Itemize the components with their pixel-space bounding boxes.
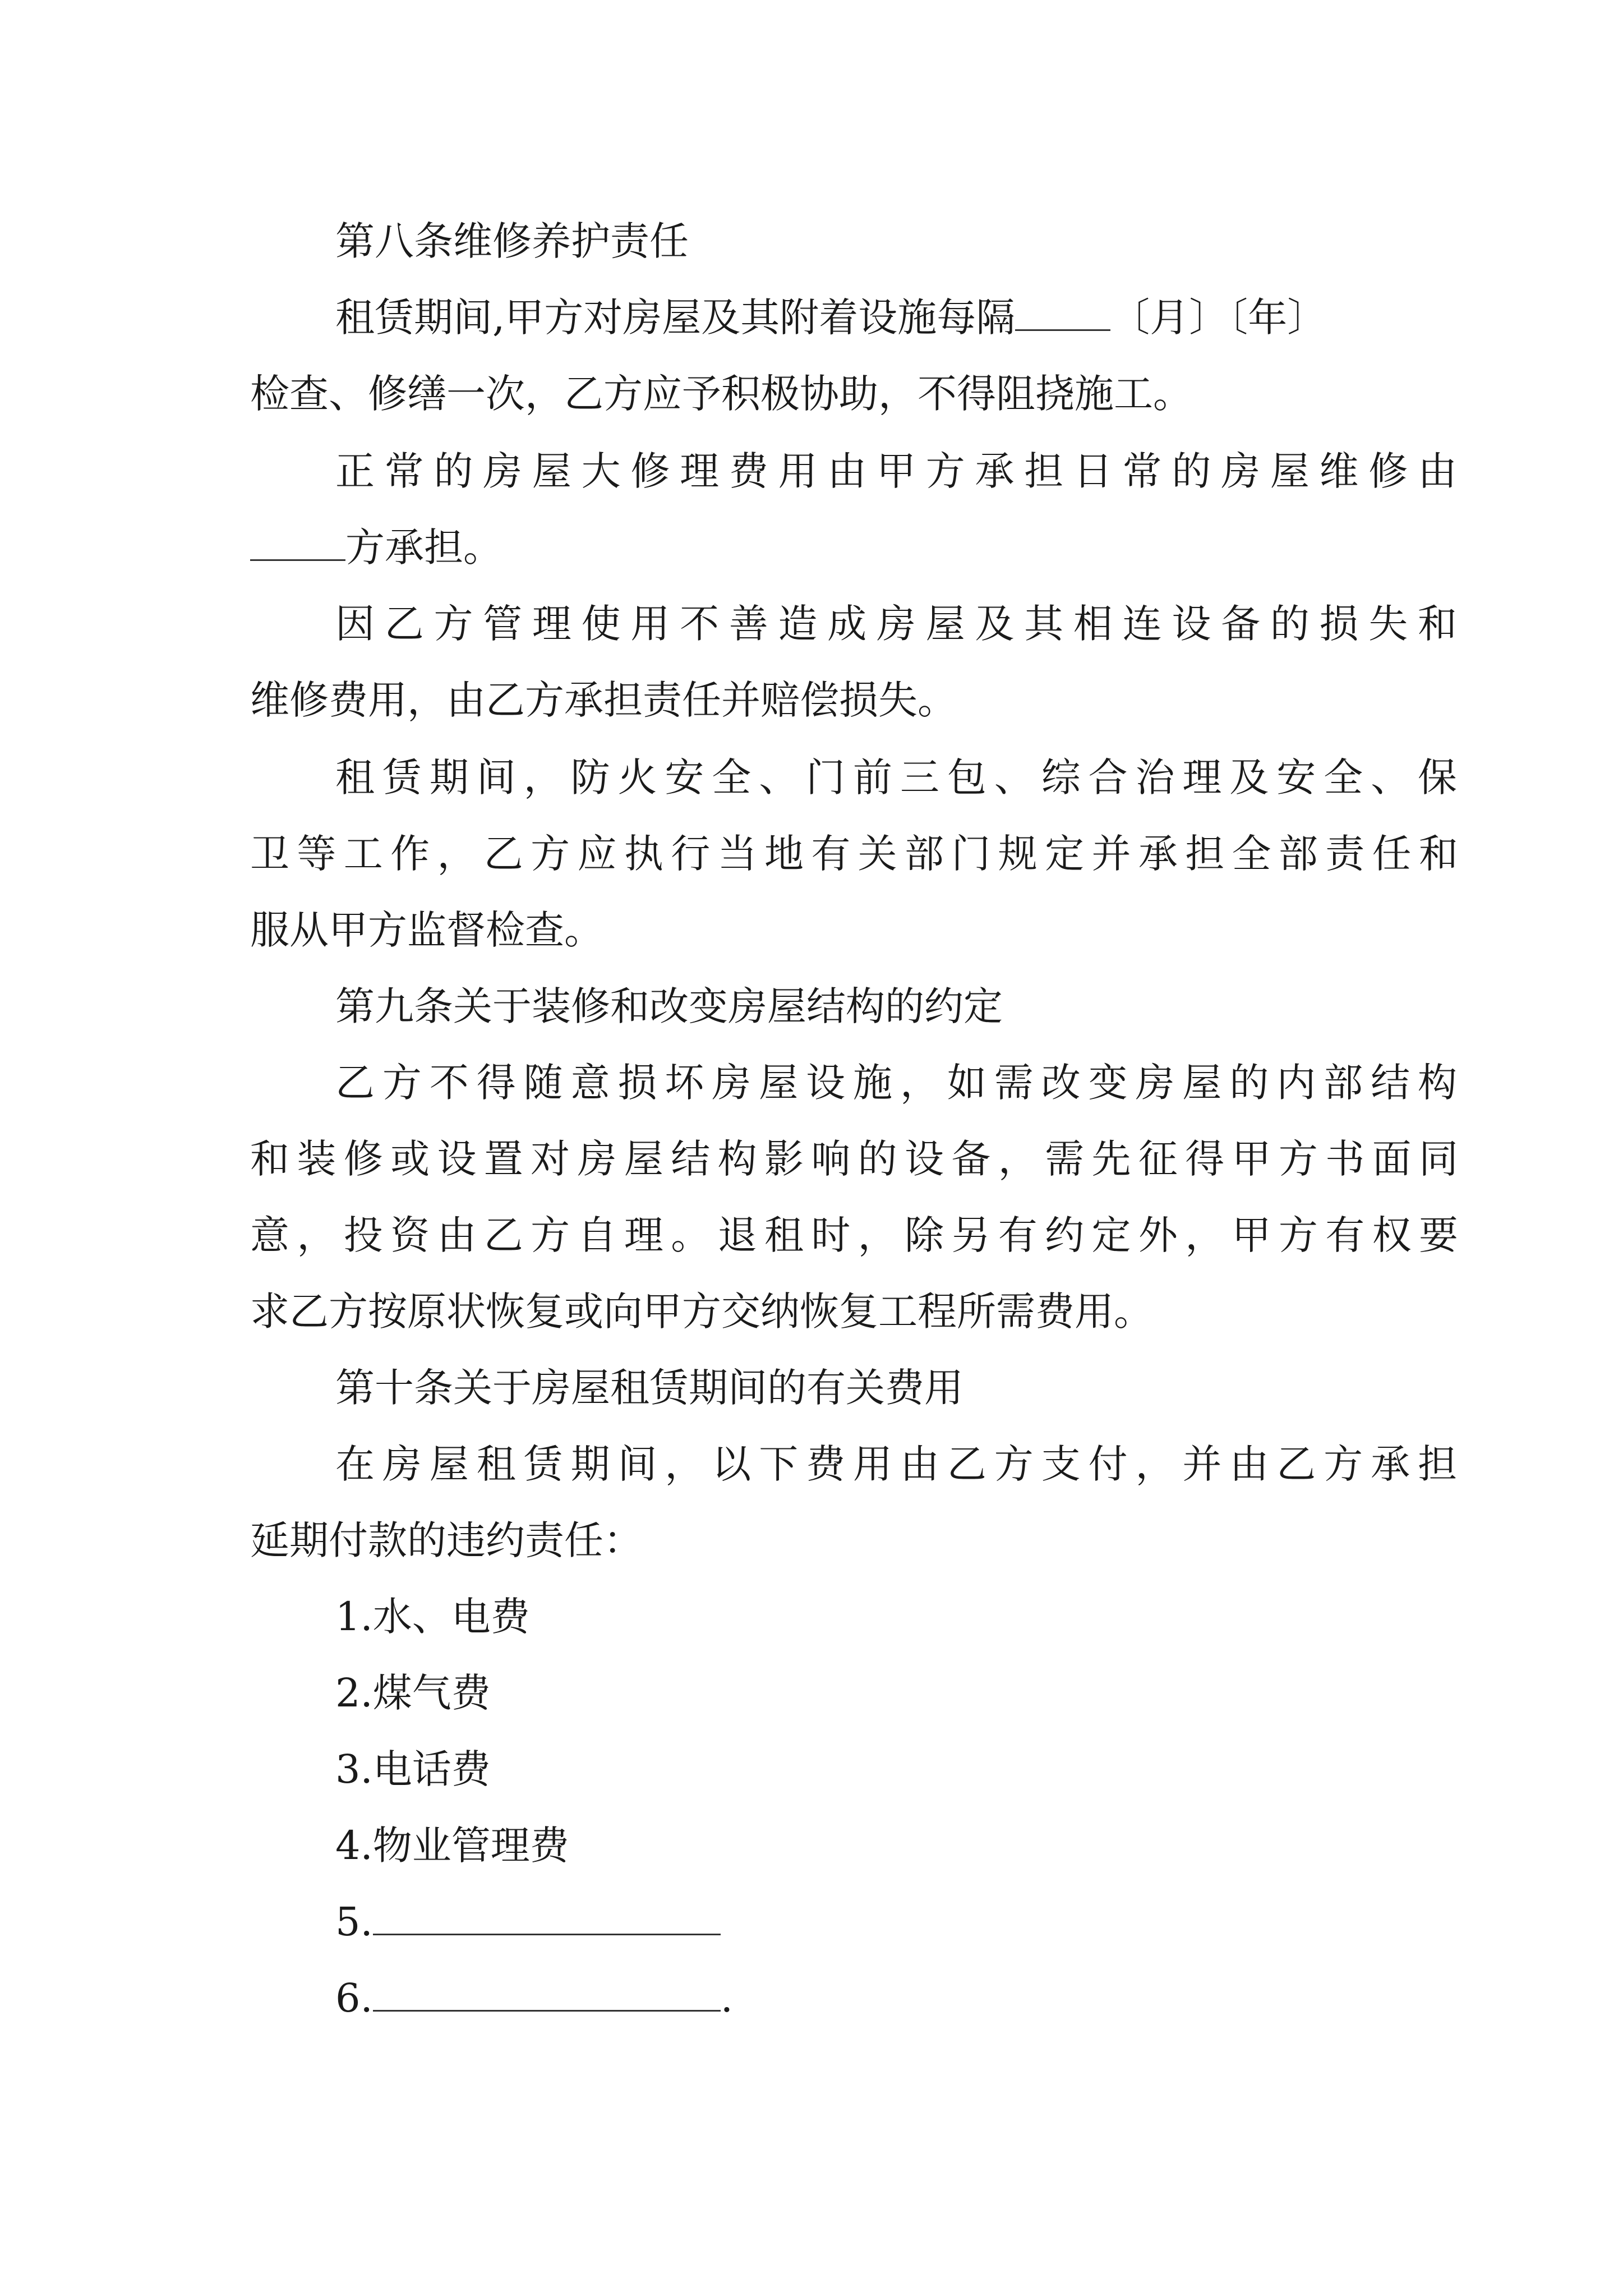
article-8-para-3-line-1: 因乙方管理使用不善造成房屋及其相连设备的损失和 [335, 601, 1457, 647]
list-item: 1.水、电费 [335, 1594, 530, 1640]
text-segment: 租赁期间,甲方对房屋及其附着设施每隔 [335, 295, 1016, 341]
article-8-para-4-line-1: 租赁期间，防火安全、门前三包、综合治理及安全、保 [335, 754, 1457, 800]
list-item [335, 1894, 721, 1950]
article-8-para-2-line-1: 正常的房屋大修理费用由甲方承担日常的房屋维修由 [335, 448, 1457, 494]
article-10-para-1-line-1: 在房屋租赁期间，以下费用由乙方支付，并由乙方承担 [335, 1441, 1457, 1487]
article-10-para-1-line-2: 延期付款的违约责任： [250, 1517, 643, 1563]
article-9-para-1-line-4: 求乙方按原状恢复或向甲方交纳恢复工程所需费用。 [250, 1289, 1153, 1335]
list-item [335, 1970, 733, 2026]
text-segment: 〔月〕〔年〕 [1110, 295, 1327, 341]
article-9-para-1-line-3: 意，投资由乙方自理。退租时，除另有约定外，甲方有权要 [250, 1212, 1458, 1258]
fill-in-blank [250, 520, 345, 561]
article-8-para-1-line-1 [335, 289, 1326, 346]
list-item: 3.电话费 [335, 1746, 491, 1792]
article-9-para-1-line-1: 乙方不得随意损坏房屋设施，如需改变房屋的内部结构 [335, 1060, 1457, 1106]
fill-in-blank [373, 1971, 721, 2012]
text-segment: . [720, 1975, 734, 2021]
list-item-number: 5. [335, 1899, 373, 1945]
article-8-para-1-line-2: 检查、修缮一次，乙方应予积极协助，不得阻挠施工。 [250, 371, 1192, 417]
list-item: 2.煤气费 [335, 1670, 491, 1716]
fill-in-blank [1015, 290, 1110, 331]
article-9-para-1-line-2: 和装修或设置对房屋结构影响的设备，需先征得甲方书面同 [250, 1136, 1458, 1182]
list-item-number: 6. [335, 1975, 373, 2021]
article-8-para-2-line-2 [250, 519, 502, 576]
article-8-para-4-line-2: 卫等工作，乙方应执行当地有关部门规定并承担全部责任和 [250, 831, 1458, 877]
article-10-title: 第十条关于房屋租赁期间的有关费用 [335, 1365, 963, 1411]
article-8-para-4-line-3: 服从甲方监督检查。 [250, 907, 603, 953]
text-segment: 方承担。 [345, 524, 502, 570]
article-9-title: 第九条关于装修和改变房屋结构的约定 [335, 983, 1003, 1029]
list-item: 4.物业管理费 [335, 1823, 569, 1869]
article-8-para-3-line-2: 维修费用，由乙方承担责任并赔偿损失。 [250, 677, 957, 723]
fill-in-blank [373, 1894, 721, 1935]
article-8-title: 第八条维修养护责任 [335, 218, 689, 264]
